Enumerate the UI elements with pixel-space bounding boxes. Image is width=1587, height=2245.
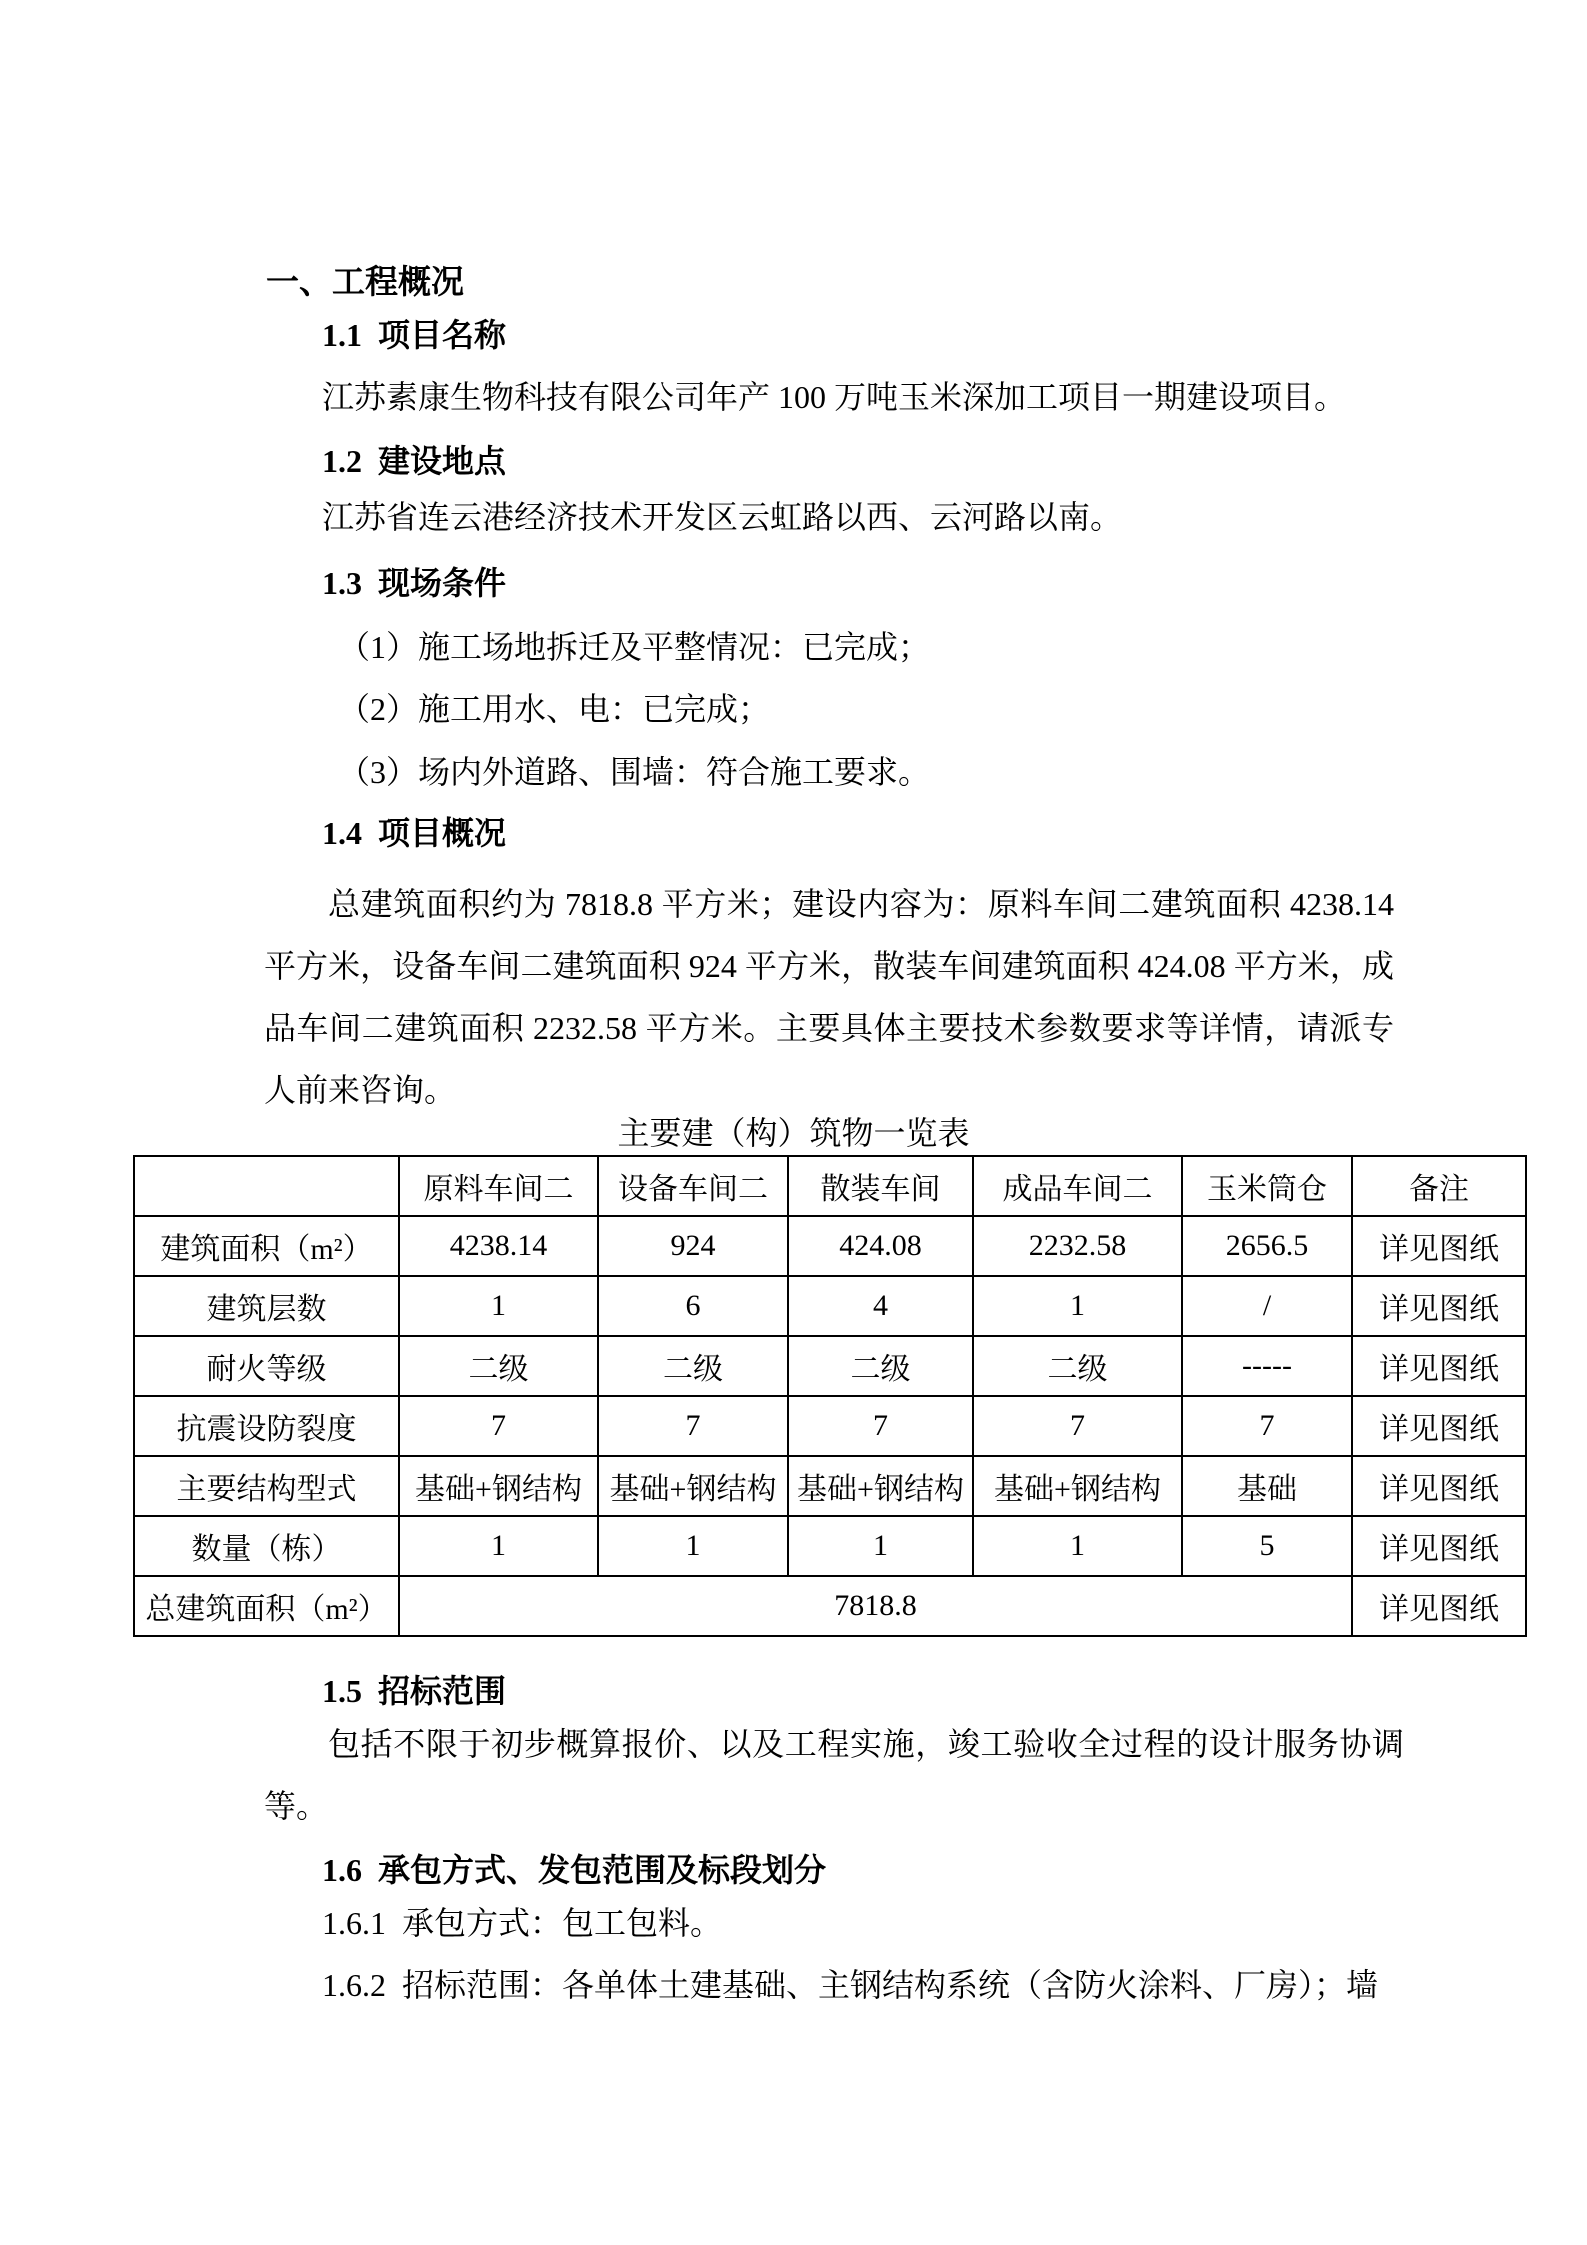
- table-cell-total-area: 7818.8: [399, 1576, 1352, 1636]
- table-row: [134, 1336, 1526, 1396]
- row-label: 总建筑面积（m²）: [134, 1576, 399, 1636]
- clause-1-6-2: 1.6.2 招标范围：各单体土建基础、主钢结构系统（含防火涂料、厂房）；墙: [322, 1967, 1379, 2003]
- table-cell: 二级: [399, 1336, 598, 1396]
- site-condition-item-3: （3）场内外道路、围墙：符合施工要求。: [338, 754, 931, 790]
- section-1-5-heading: 1.5 招标范围: [322, 1673, 507, 1709]
- table-cell: 1: [973, 1276, 1182, 1336]
- site-condition-item-1: （1）施工场地拆迁及平整情况：已完成；: [338, 629, 931, 665]
- table-cell-note: 详见图纸: [1352, 1216, 1526, 1276]
- table-cell: 7: [788, 1396, 973, 1456]
- table-cell: 基础: [1182, 1456, 1352, 1516]
- table-cell: 424.08: [788, 1216, 973, 1276]
- table-cell: 924: [598, 1216, 788, 1276]
- row-label: 主要结构型式: [134, 1456, 399, 1516]
- row-label: 数量（栋）: [134, 1516, 399, 1576]
- section-1-3-heading: 1.3 现场条件: [322, 565, 507, 601]
- table-cell-note: 详见图纸: [1352, 1396, 1526, 1456]
- table-cell: 基础+钢结构: [598, 1456, 788, 1516]
- table-cell: 7: [399, 1396, 598, 1456]
- table-cell: 7: [973, 1396, 1182, 1456]
- buildings-table: [133, 1155, 1527, 1637]
- table-cell: 1: [399, 1276, 598, 1336]
- table-caption: 主要建（构）筑物一览表: [617, 1115, 970, 1151]
- table-total-row: [134, 1576, 1526, 1636]
- table-cell: 6: [598, 1276, 788, 1336]
- header-cell-raw-workshop: 原料车间二: [399, 1156, 598, 1216]
- table-cell: 2232.58: [973, 1216, 1182, 1276]
- table-cell-note: 详见图纸: [1352, 1516, 1526, 1576]
- table-cell: 1: [598, 1516, 788, 1576]
- table-cell: 1: [973, 1516, 1182, 1576]
- table-cell: 基础+钢结构: [973, 1456, 1182, 1516]
- section-1-5-paragraph: 包括不限于初步概算报价、以及工程实施，竣工验收全过程的设计服务协调等。: [264, 1726, 1404, 1824]
- table-header-row: [134, 1156, 1526, 1216]
- table-cell: -----: [1182, 1336, 1352, 1396]
- section-1-2-heading: 1.2 建设地点: [322, 443, 507, 479]
- chapter-heading: 一、工程概况: [266, 265, 464, 301]
- table-row: [134, 1276, 1526, 1336]
- table-row: [134, 1396, 1526, 1456]
- table-cell-note: 详见图纸: [1352, 1336, 1526, 1396]
- header-cell-product-workshop: 成品车间二: [973, 1156, 1182, 1216]
- header-cell-corn-silo: 玉米筒仓: [1182, 1156, 1352, 1216]
- table-cell: 二级: [788, 1336, 973, 1396]
- table-cell: 7: [1182, 1396, 1352, 1456]
- header-cell-blank: [134, 1156, 399, 1216]
- table-cell: 4: [788, 1276, 973, 1336]
- table-cell: /: [1182, 1276, 1352, 1336]
- header-cell-bulk-workshop: 散装车间: [788, 1156, 973, 1216]
- section-1-1-heading: 1.1 项目名称: [322, 317, 507, 353]
- section-1-4-heading: 1.4 项目概况: [322, 815, 507, 851]
- table-cell: 二级: [973, 1336, 1182, 1396]
- table-row: [134, 1456, 1526, 1516]
- section-1-2-paragraph: 江苏省连云港经济技术开发区云虹路以西、云河路以南。: [322, 499, 1123, 535]
- table-cell: 基础+钢结构: [788, 1456, 973, 1516]
- table-cell-note: 详见图纸: [1352, 1576, 1526, 1636]
- section-1-6-heading: 1.6 承包方式、发包范围及标段划分: [322, 1852, 827, 1888]
- table-cell-note: 详见图纸: [1352, 1276, 1526, 1336]
- table-cell: 2656.5: [1182, 1216, 1352, 1276]
- row-label: 建筑面积（m²）: [134, 1216, 399, 1276]
- table-row: [134, 1516, 1526, 1576]
- table-cell: 1: [399, 1516, 598, 1576]
- table-cell: 7: [598, 1396, 788, 1456]
- site-condition-item-2: （2）施工用水、电：已完成；: [338, 691, 771, 727]
- header-cell-remark: 备注: [1352, 1156, 1526, 1216]
- table-cell: 4238.14: [399, 1216, 598, 1276]
- table-row: [134, 1216, 1526, 1276]
- table-cell: 5: [1182, 1516, 1352, 1576]
- row-label: 抗震设防裂度: [134, 1396, 399, 1456]
- table-cell: 1: [788, 1516, 973, 1576]
- section-1-4-paragraph: 总建筑面积约为 7818.8 平方米；建设内容为：原料车间二建筑面积 4238.14 平方米，设备车间二建筑面积 924 平方米，散装车间建筑面积 424.08 平方米，成品车间二建筑面积 2232.58 平方米。主要具体主要技术参数要求等详情，请派专人前来咨询。: [264, 886, 1402, 1108]
- row-label: 耐火等级: [134, 1336, 399, 1396]
- header-cell-equipment-workshop: 设备车间二: [598, 1156, 788, 1216]
- row-label: 建筑层数: [134, 1276, 399, 1336]
- table-cell: 基础+钢结构: [399, 1456, 598, 1516]
- clause-1-6-1: 1.6.1 承包方式：包工包料。: [322, 1905, 723, 1941]
- table-cell: 二级: [598, 1336, 788, 1396]
- section-1-1-paragraph: 江苏素康生物科技有限公司年产 100 万吨玉米深加工项目一期建设项目。: [322, 379, 1347, 415]
- table-cell-note: 详见图纸: [1352, 1456, 1526, 1516]
